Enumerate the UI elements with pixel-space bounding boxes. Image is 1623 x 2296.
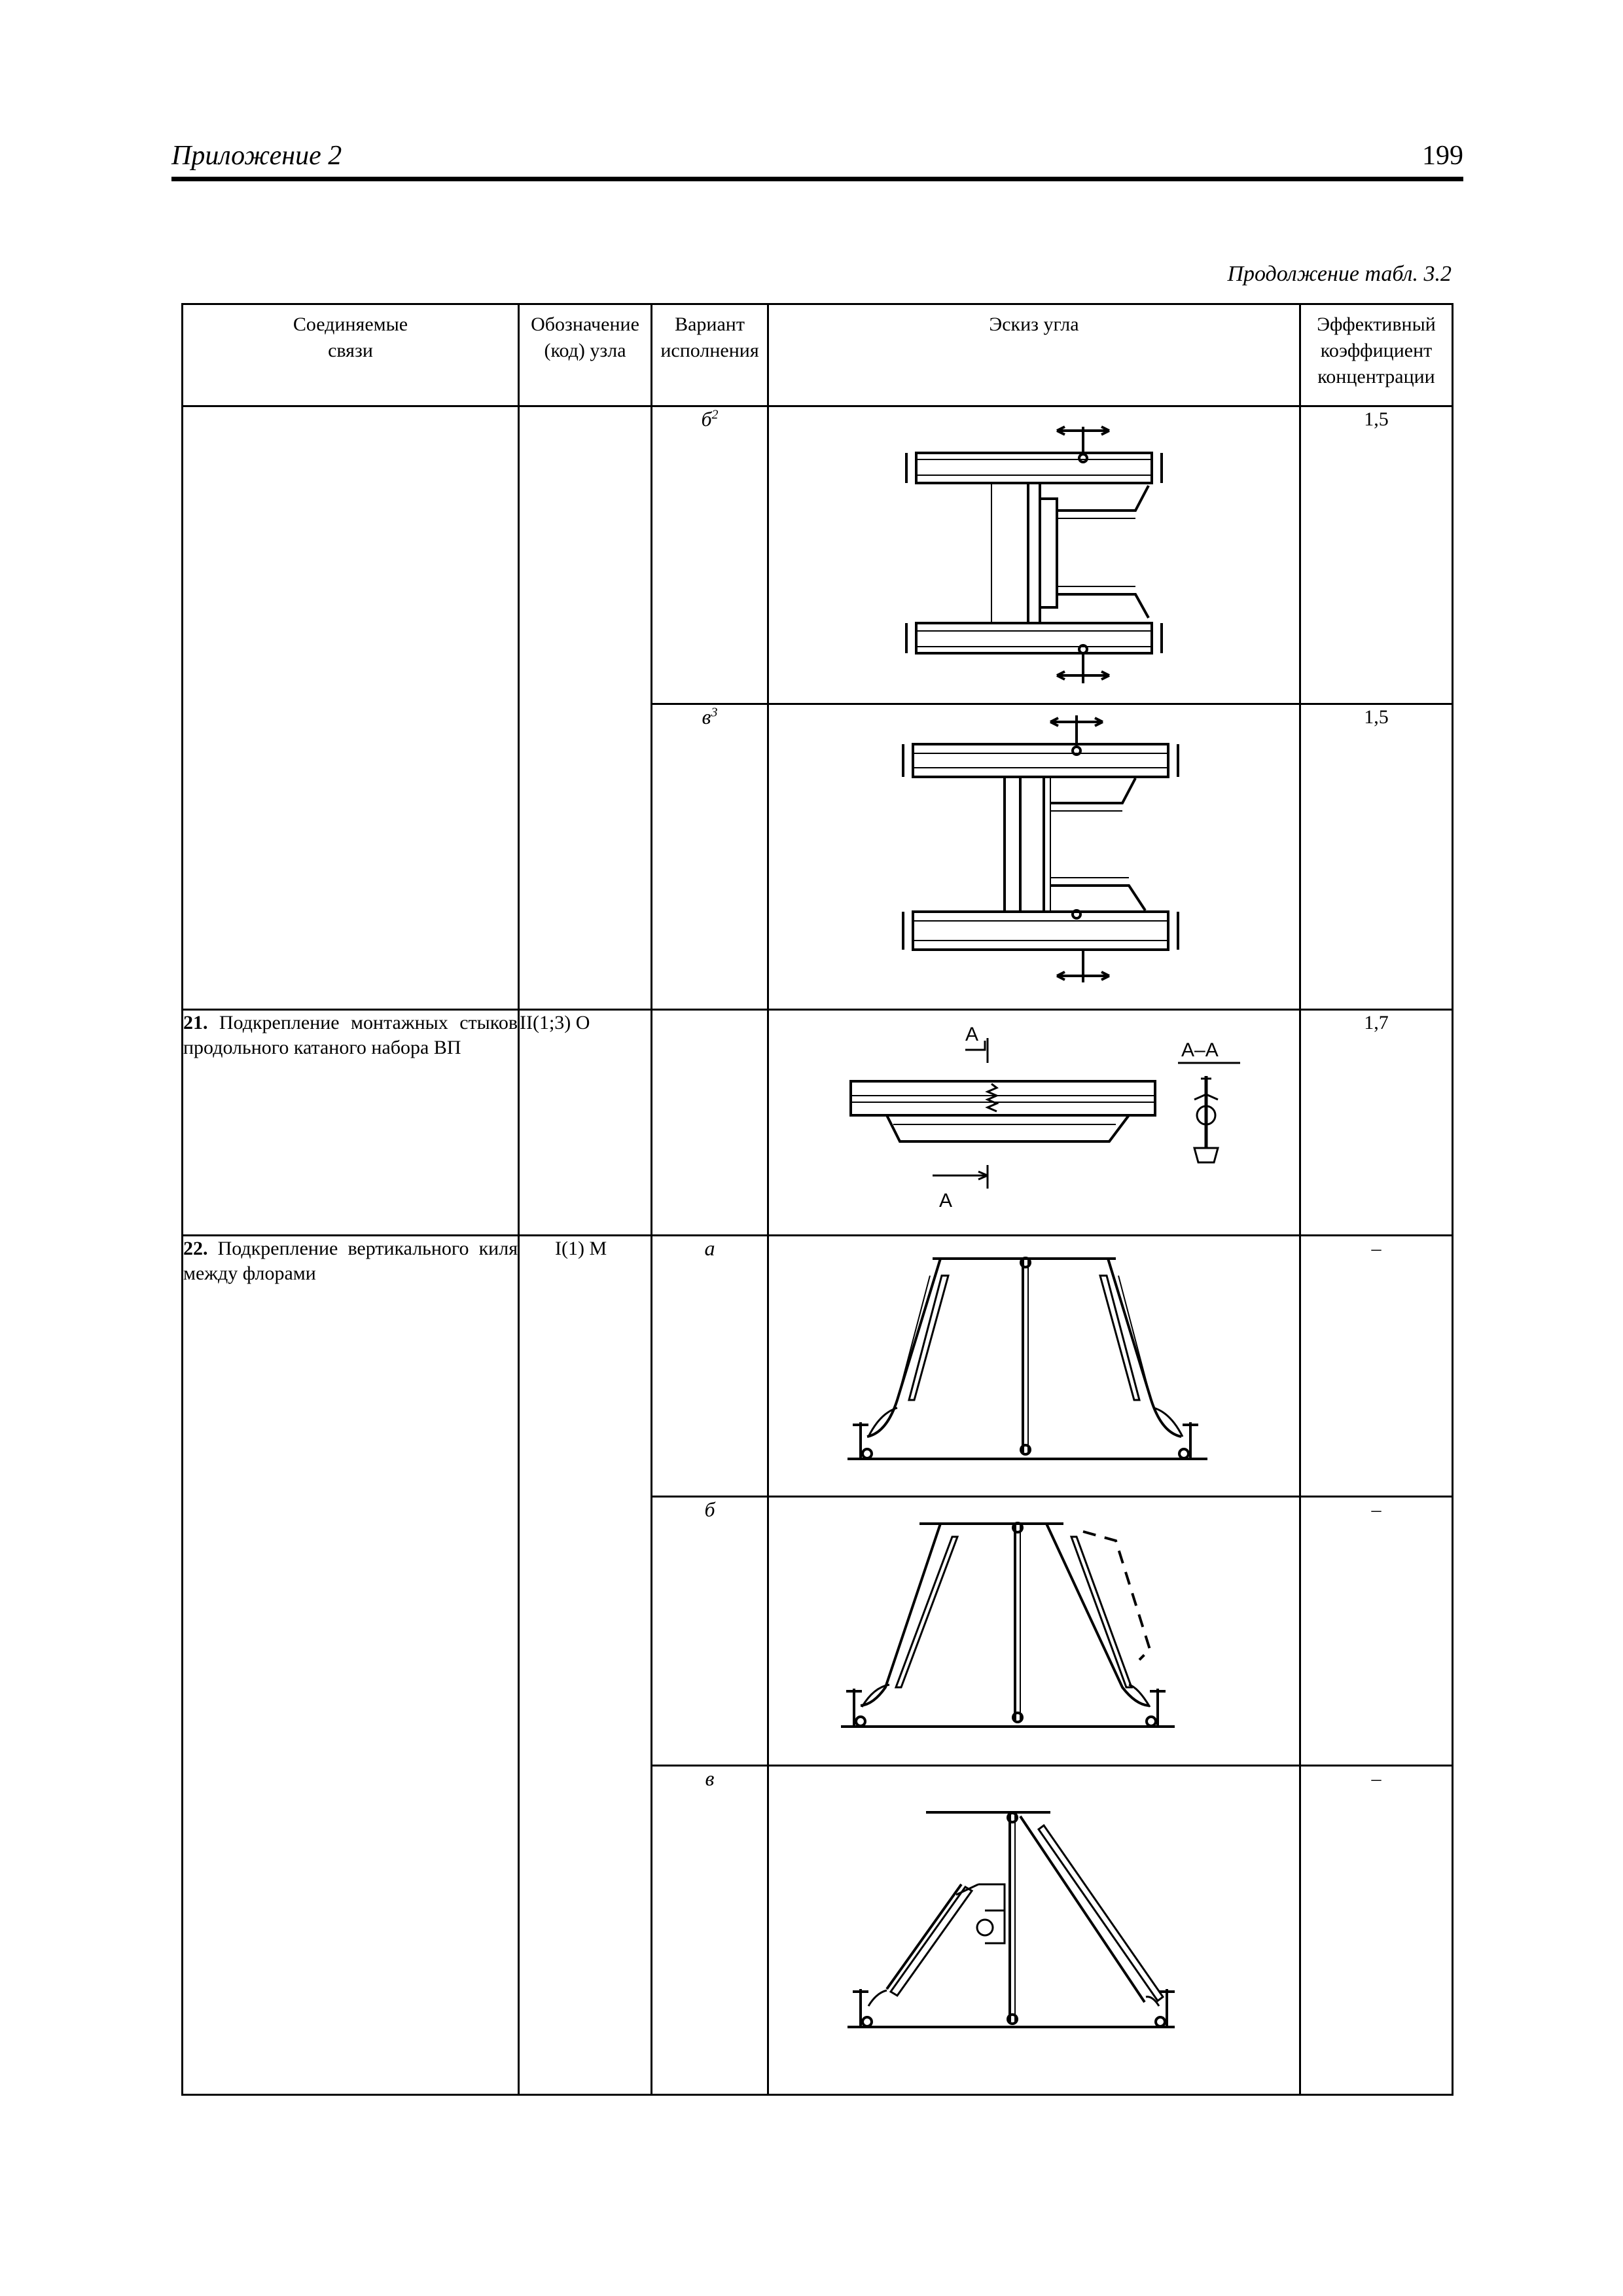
variant-letter: б <box>701 407 712 431</box>
coef-cell <box>1300 1010 1453 1236</box>
col-header-coef-text: Эффективный коэффициент концентрации <box>1317 314 1436 387</box>
col-header-coef <box>1300 304 1453 406</box>
table-caption: Продолжение табл. 3.2 <box>1227 262 1452 286</box>
code-cell <box>519 1010 652 1236</box>
joints-table <box>181 303 1454 2096</box>
variant-cell <box>652 1766 768 2095</box>
table-header-row <box>183 304 1453 406</box>
col-header-variant <box>652 304 768 406</box>
variant-cell <box>652 1497 768 1766</box>
sketch-cell <box>768 406 1300 704</box>
joined-cell <box>183 1010 519 1236</box>
coef-value: 1,5 <box>1364 706 1389 728</box>
code-value: I(1) M <box>555 1238 607 1259</box>
sketch-22v <box>769 1767 1301 2094</box>
table-row <box>183 406 1453 704</box>
variant-cell <box>652 1236 768 1497</box>
sketch-21 <box>769 1011 1301 1234</box>
code-cell-empty <box>519 406 652 1010</box>
col-header-joined-text: Соединяемые связи <box>293 314 408 361</box>
variant-letter: а <box>704 1236 715 1260</box>
sketch-v3 <box>769 705 1301 1009</box>
coef-value: – <box>1371 1768 1382 1789</box>
coef-value: – <box>1371 1238 1382 1259</box>
coef-cell <box>1300 1497 1453 1766</box>
sketch-b2 <box>769 407 1301 703</box>
table-row <box>183 1010 1453 1236</box>
variant-sup: 2 <box>711 407 719 422</box>
sketch-22b <box>769 1498 1301 1765</box>
coef-cell <box>1300 1766 1453 2095</box>
coef-cell <box>1300 406 1453 704</box>
code-cell <box>519 1236 652 2095</box>
row-number: 22. <box>183 1238 208 1259</box>
variant-cell <box>652 704 768 1010</box>
col-header-sketch <box>768 304 1300 406</box>
sketch-cell <box>768 1010 1300 1236</box>
variant-letter: б <box>704 1498 715 1521</box>
coef-cell <box>1300 704 1453 1010</box>
sketch-cell <box>768 1497 1300 1766</box>
sketch-cell <box>768 1236 1300 1497</box>
coef-value: – <box>1371 1499 1382 1520</box>
coef-cell <box>1300 1236 1453 1497</box>
table-row <box>183 1236 1453 1497</box>
coef-value: 1,7 <box>1364 1012 1389 1033</box>
sketch-cell <box>768 1766 1300 2095</box>
col-header-sketch-text: Эскиз угла <box>989 314 1079 335</box>
variant-letter: в <box>702 705 711 728</box>
variant-sup: 3 <box>711 705 718 720</box>
joined-cell-empty <box>183 406 519 1010</box>
col-header-joined <box>183 304 519 406</box>
col-header-variant-text: Вариант исполнения <box>660 314 759 361</box>
cut-label-bottom: A <box>939 1190 953 1211</box>
joined-cell <box>183 1236 519 2095</box>
col-header-code-text: Обозначение (код) узла <box>531 314 639 361</box>
running-header-section: Приложение 2 <box>171 141 342 171</box>
code-value: II(1;3) O <box>520 1012 590 1033</box>
joined-text: Подкрепление монтажных стыков продольного катаного набора ВП <box>183 1012 518 1058</box>
variant-cell <box>652 1010 768 1236</box>
row-number: 21. <box>183 1012 208 1033</box>
sketch-cell <box>768 704 1300 1010</box>
page-number: 199 <box>1422 141 1463 171</box>
col-header-code <box>519 304 652 406</box>
sketch-22a <box>769 1236 1301 1496</box>
variant-letter: в <box>705 1767 715 1790</box>
variant-cell <box>652 406 768 704</box>
header-rule <box>171 177 1463 181</box>
section-label: A–A <box>1181 1039 1219 1061</box>
cut-label-top: A <box>965 1024 979 1045</box>
coef-value: 1,5 <box>1364 408 1389 430</box>
joined-text: Подкрепление вертикального киля между флорами <box>183 1238 518 1284</box>
